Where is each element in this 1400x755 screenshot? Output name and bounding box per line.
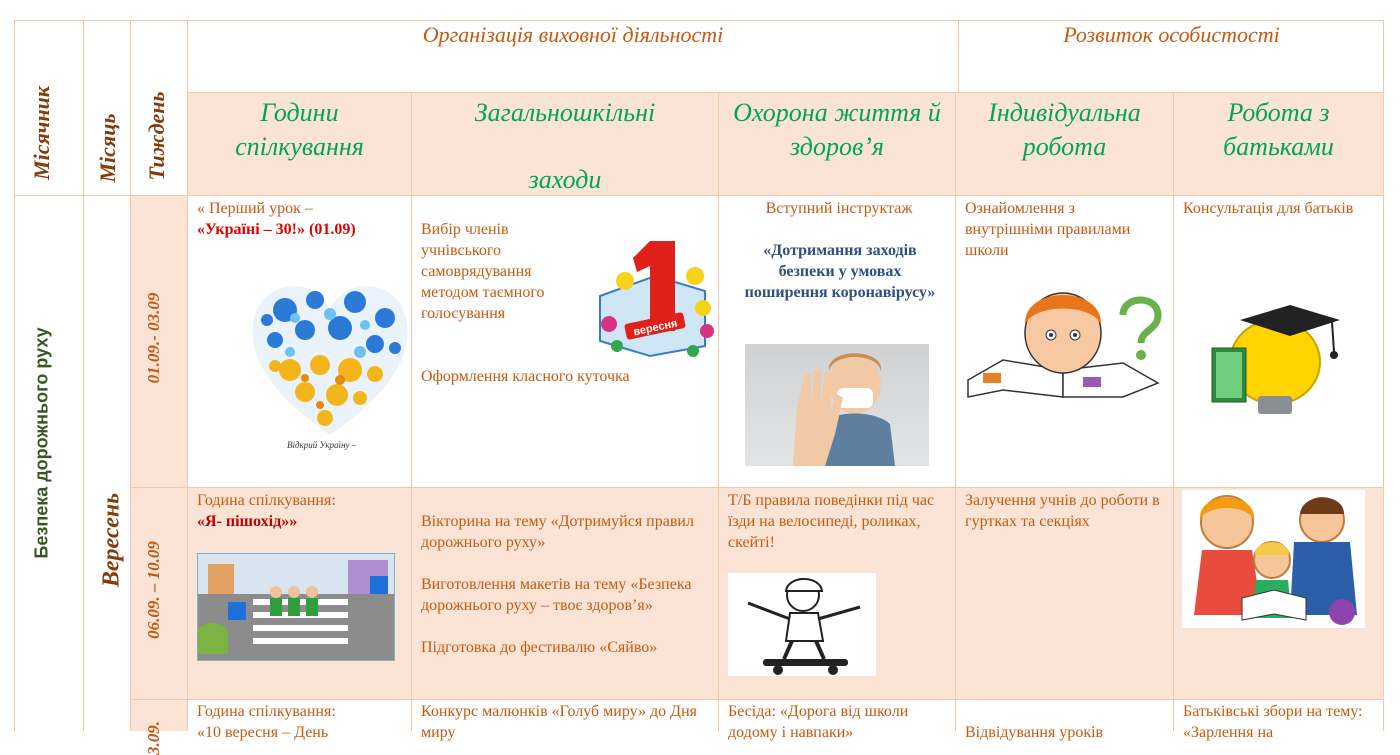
subheader-talks (188, 96, 411, 164)
grid-line (1383, 20, 1384, 731)
subheader-safety (719, 96, 955, 164)
child-mask-stop-image (745, 344, 929, 466)
crosswalk-children-image (197, 553, 395, 661)
grid-line (14, 20, 15, 731)
row1-individual: Ознайомлення з внутрішніми правилами школи (965, 200, 1131, 259)
row1-talks (197, 198, 407, 240)
monthly-theme-label: Безпека дорожнього руху (31, 327, 52, 559)
grid-line (130, 487, 1384, 488)
header-personality-development: Розвиток особистості (1063, 22, 1280, 47)
row2-talks (197, 490, 407, 532)
lightbulb-graduation-image (1200, 300, 1345, 418)
subheader-safety-line2: здоров’я (790, 132, 884, 161)
row3-talks-title: «10 вересня – День (197, 724, 329, 741)
row3-parents: Батьківські збори на тему: «Зарлення на (1183, 703, 1363, 741)
grid-line (130, 20, 131, 731)
subheader-parents-line1: Робота з (1227, 98, 1330, 127)
row3-school: Конкурс малюнків «Голуб миру» до Дня миру (421, 703, 698, 741)
subheader-safety-line1: Охорона життя й (733, 98, 941, 127)
subheader-talks-line1: Години (260, 98, 339, 127)
heart-caption: Відкрий Україну – (287, 440, 357, 450)
row2-individual: Залучення учнів до роботи в гуртках та секціях (965, 492, 1160, 530)
row2-talks-label: Година спілкування: (197, 492, 336, 509)
header-week: Тиждень (144, 91, 169, 181)
grid-line (718, 92, 719, 731)
header-education-organization: Організація виховної діяльності (422, 22, 724, 47)
skateboarder-image (728, 573, 876, 676)
subheader-individual (956, 96, 1173, 164)
row3-safety: Бесіда: «Дорога від школи додому і навпаки» (728, 703, 909, 741)
row2-school-item-3: Підготовка до фестивалю «Сяйво» (421, 639, 658, 656)
subheader-talks-line2: спілкування (235, 132, 364, 161)
row3-talks (197, 701, 407, 743)
week-label-2: 06.09. – 10.09 (144, 541, 163, 639)
row1-parents: Консультація для батьків (1183, 200, 1354, 217)
row2-school-item-2: Виготовлення макетів на тему «Безпека дорожнього руху – твоє здоров’я» (421, 576, 692, 614)
row3-talks-label: Година спілкування: (197, 703, 336, 720)
subheader-parents (1174, 96, 1383, 164)
row3-individual: Відвідування уроків (965, 724, 1104, 741)
grid-line (187, 92, 1384, 93)
header-month: Місяць (95, 113, 120, 183)
boy-thinking-image (963, 285, 1168, 400)
ukraine-heart-image (245, 270, 415, 460)
header-monthly: Місячник (29, 86, 54, 180)
row1-school-item-2: Оформлення класного куточка (421, 368, 630, 385)
row1-safety-subtitle: «Дотримання заходів безпеки у умовах поширення коронавірусу» (744, 242, 936, 301)
row2-talks-title: «Я- пішохід»» (197, 513, 298, 530)
grid-line (83, 20, 84, 731)
family-reading-image (1182, 490, 1365, 628)
week-label-3: 3.09. (144, 721, 163, 755)
grid-line (1173, 92, 1174, 731)
badge-text: вересня (632, 317, 679, 339)
week-label-1: 01.09.- 03.09 (144, 292, 163, 384)
subheader-school-events (412, 96, 718, 197)
grid-line (130, 699, 1384, 700)
grid-line (955, 92, 956, 731)
row1-safety-title: Вступний інструктаж (765, 200, 913, 217)
row2-safety: Т/Б правила поведінки під час їзди на велосипеді, роликах, скейті! (728, 492, 935, 551)
row2-school-item-1: Вікторина на тему «Дотримуйся правил дорожнього руху» (421, 513, 694, 551)
month-label: Вересень (98, 492, 125, 588)
first-september-image (595, 236, 720, 361)
row1-talks-prefix: « Перший урок – (197, 200, 313, 217)
row1-talks-title: «Україні – 30!» (01.09) (197, 221, 356, 238)
subheader-school-line2: заходи (528, 165, 602, 194)
subheader-individual-line2: робота (1022, 132, 1107, 161)
subheader-individual-line1: Індивідуальна (988, 98, 1141, 127)
grid-line (14, 20, 1384, 21)
subheader-parents-line2: батьками (1223, 132, 1334, 161)
subheader-school-line1: Загальношкільні (474, 98, 656, 127)
row1-school-item-1: Вибір членів учнівського самоврядування методом таємного голосування (421, 221, 545, 322)
